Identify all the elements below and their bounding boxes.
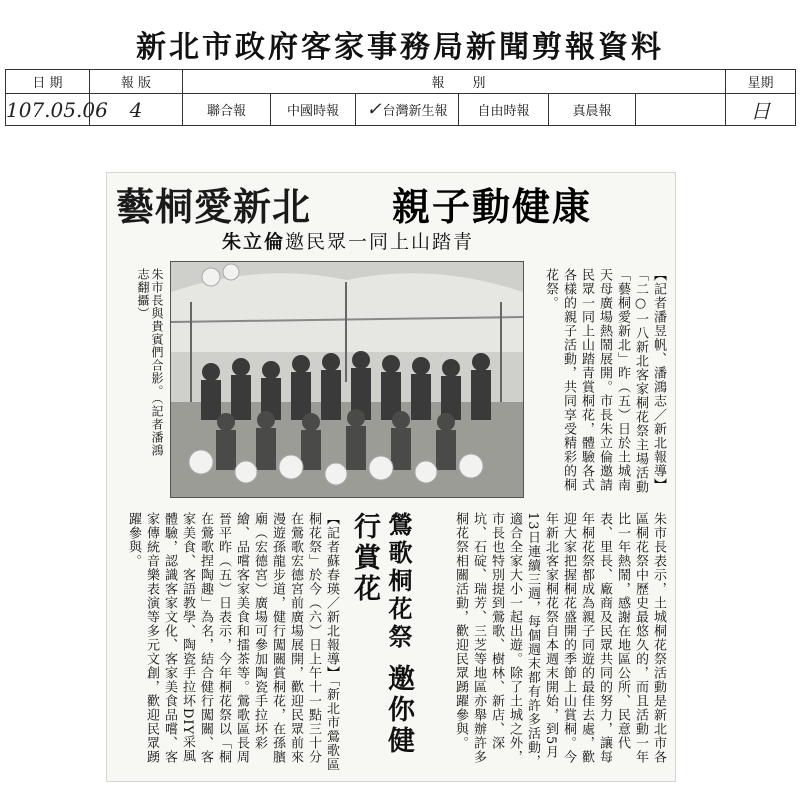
paper-tssd xyxy=(356,94,459,126)
group-photo xyxy=(170,261,524,498)
subhead-rest: 邀民眾一同上山踏青 xyxy=(285,231,475,253)
office-title: 新北市政府客家事務局新聞剪報資料 xyxy=(136,30,664,65)
paper-chinatimes: 中國時報 xyxy=(271,94,356,126)
subhead-name: 朱立倫 xyxy=(222,231,286,253)
article-column-1: 【記者潘昱帆、潘鴻志／新北報導】「二○一八新北客家桐花祭主場活動「藝桐愛新北」昨（五）日於土城南天母廣場熱鬧展開。市長朱立倫邀請民眾一同上山踏青賞桐花，體驗各式各樣的親子活動，共同享受精彩的桐花祭。 xyxy=(543,268,666,494)
second-headline xyxy=(345,512,415,774)
paper-label: 報 xyxy=(183,70,459,94)
clipping-meta-table xyxy=(5,69,796,126)
edition-label: 報 版 xyxy=(90,70,183,94)
weekday-label: 星期 xyxy=(726,70,796,94)
empty-cell xyxy=(636,94,726,126)
subheadline xyxy=(222,227,474,254)
photo-caption: 朱市長與貴賓們合影。（記者潘鴻志翻攝） xyxy=(136,268,164,457)
date-value: 107.05.06 xyxy=(6,97,108,122)
paper-udn: 聯合報 xyxy=(183,94,271,126)
group-photo-image xyxy=(171,262,523,497)
article-column-2: 朱市長表示，土城桐花祭活動是新北市各區桐花祭中歷史最悠久的，而且活動一年比一年熱鬧，感謝在地區公所、民意代表、里長、廠商及民眾共同的努力，讓每年桐花祭都成為親子同遊的最佳去處，歡迎大家把握桐花盛開的季節上山賞桐。今年新北客家桐花祭自本週末開始，到5月13日連續三週，每個週末都有許多活動，適合全家大小一起出遊。除了土城之外，市長也特別提到鶯歌、樹林、新店、深坑、石碇、瑞芳、三芝等地區亦舉辦許多桐花祭相關活動，歡迎民眾踴躍參與。 xyxy=(453,512,666,769)
weekday-value: 日 xyxy=(750,99,771,123)
headline-left: 藝桐愛新北 xyxy=(116,184,312,229)
edition-value: 4 xyxy=(129,97,143,122)
second-headline-a: 鶯歌桐花祭 xyxy=(384,512,413,652)
paper-label-2: 別 xyxy=(459,70,726,94)
paper-tssd-label: 台灣新生報 xyxy=(382,104,448,119)
article-column-3: 【記者蘇春瑛／新北報導】「新北市鶯歌區桐花祭」於今（六）日上午十一點三十分在鶯歌宏德宮前廣場展開，歡迎民眾前來漫遊孫龍步道，健行闖關賞桐花，在孫臏廟（宏德宮）廣場可參加陶瓷手拉坏彩繪、品嚐客家美食和擂茶等。鶯歌區長周晉平昨（五）日表示，今年桐花祭以「桐在鶯歌捏陶趣」為名，結合健行闖關、客家美食、客語教學、陶瓷手拉坏DIY采風體驗，認識客家文化、客家美食品嚐、客家傳統音樂表演等多元文創，歡迎民眾踴躍參與。 xyxy=(126,512,339,772)
date-label: 日 期 xyxy=(6,70,90,94)
paper-zhenchen: 真晨報 xyxy=(549,94,636,126)
checkmark-icon: ✓ xyxy=(366,99,382,120)
headline-right: 親子動健康 xyxy=(392,185,593,229)
paper-ltn: 自由時報 xyxy=(459,94,549,126)
second-headline-b: 邀你健行賞花 xyxy=(349,512,414,758)
